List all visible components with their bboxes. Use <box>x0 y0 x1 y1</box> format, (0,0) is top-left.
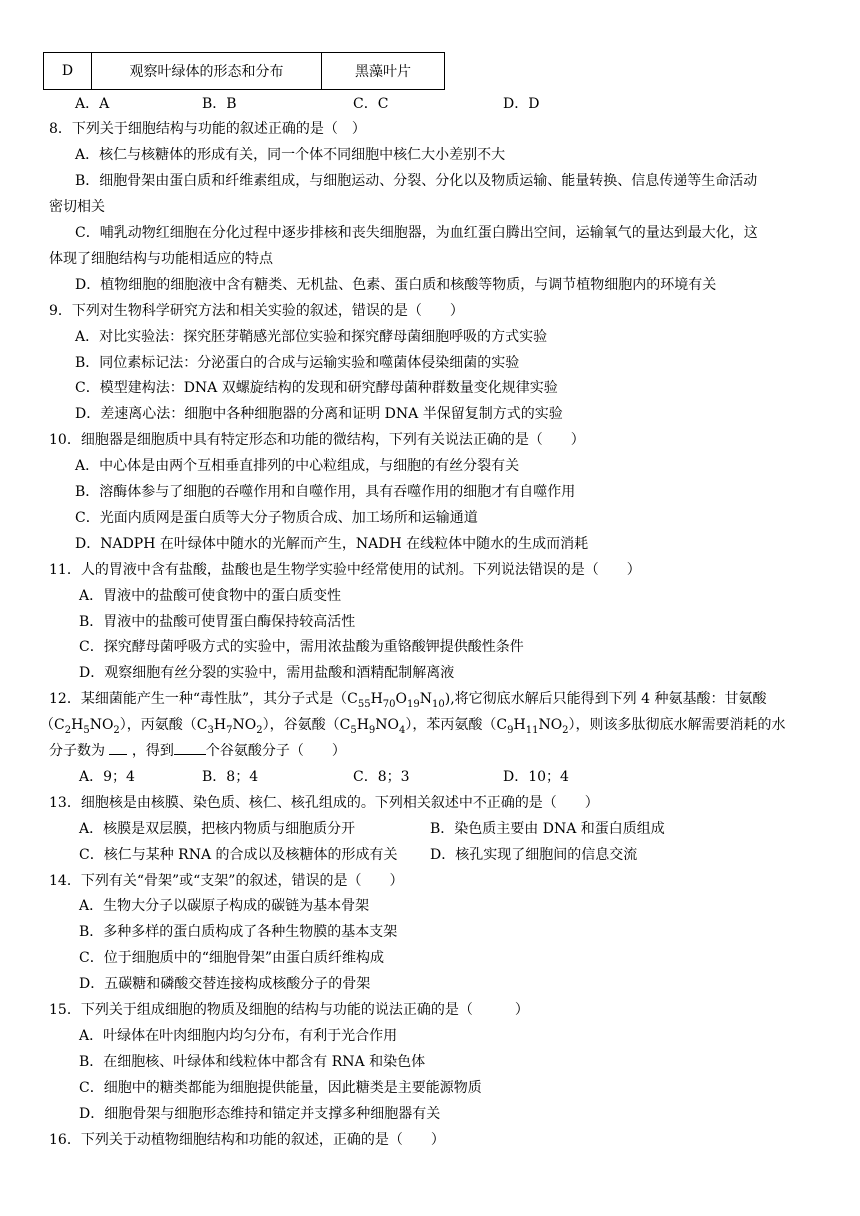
q11-stem: 11．人的胃液中含有盐酸，盐酸也是生物学实验中经常使用的试剂。下列说法错误的是（ ） <box>49 562 641 578</box>
formula-sub: 4 <box>399 724 406 736</box>
q12-text: ），则该多肽彻底水解需要消耗的水 <box>568 717 786 733</box>
formula-element: N <box>419 691 432 707</box>
q9-option-a: A．对比实验法：探究胚芽鞘感光部位实验和探究酵母菌细胞呼吸的方式实验 <box>75 329 548 345</box>
q14-option-d: D．五碳糖和磷酸交替连接构成核酸分子的骨架 <box>79 976 371 992</box>
q12-text: ，得到 <box>131 743 174 759</box>
q12-text: 分子数为 <box>49 743 105 759</box>
q15-option-a: A．叶绿体在叶肉细胞内均匀分布，有利于光合作用 <box>79 1028 398 1044</box>
q15-option-d: D．细胞骨架与细胞形态维持和锚定并支撑多种细胞器有关 <box>79 1106 441 1122</box>
q12-text: ），苯丙氨酸（C <box>405 717 508 733</box>
q12-text: ），谷氨酸（C <box>262 717 351 733</box>
formula-element: H <box>356 717 369 733</box>
q14-option-a: A．生物大分子以碳原子构成的碳链为基本骨架 <box>79 898 370 914</box>
formula-sub: 2 <box>256 724 263 736</box>
q8-option-d: D．植物细胞的细胞液中含有糖类、无机盐、色素、蛋白质和核酸等物质，与调节植物细胞内的环境有关 <box>75 277 717 293</box>
table-cell-material: 黑藻叶片 <box>322 53 445 90</box>
answer-table <box>43 52 445 90</box>
formula-sub: 70 <box>382 698 396 710</box>
formula-sub: 2 <box>113 724 120 736</box>
formula-element: NO <box>538 717 563 733</box>
q12-text: 个谷氨酸分子（ ） <box>205 743 346 759</box>
formula-element: H <box>513 717 526 733</box>
q14-option-b: B．多种多样的蛋白质构成了各种生物膜的基本支架 <box>79 924 398 940</box>
q7-option-a: A．A <box>75 96 110 112</box>
q7-option-d: D．D <box>503 96 540 112</box>
q16-stem: 16．下列关于动植物细胞结构和功能的叙述，正确的是（ ） <box>49 1132 445 1148</box>
q12-option-a: A．9；4 <box>79 769 135 785</box>
formula-sub: 19 <box>407 698 420 710</box>
formula-element: O <box>395 691 408 707</box>
q8-stem: 8．下列关于细胞结构与功能的叙述正确的是（ ） <box>49 121 366 137</box>
q9-stem: 9．下列对生物科学研究方法和相关实验的叙述，错误的是（ ） <box>49 303 464 319</box>
q12-option-b: B．8；4 <box>202 769 259 785</box>
q13-option-c: C．核仁与某种 RNA 的合成以及核糖体的形成有关 <box>79 847 398 863</box>
q12-text: （C <box>40 717 65 733</box>
q11-option-a: A．胃液中的盐酸可使食物中的蛋白质变性 <box>79 588 342 604</box>
q8-option-a: A．核仁与核糖体的形成有关，同一个体不同细胞中核仁大小差别不大 <box>75 147 506 163</box>
formula-sub: 5 <box>350 724 357 736</box>
q13-option-b: B．染色质主要由 DNA 和蛋白质组成 <box>430 821 665 837</box>
formula-sub: 5 <box>83 724 90 736</box>
q8-option-c-line2: 体现了细胞结构与功能相适应的特点 <box>49 251 273 267</box>
formula-sub: 7 <box>226 724 233 736</box>
formula-sub: 2 <box>562 724 569 736</box>
answer-blank <box>174 754 206 755</box>
formula-sub: 2 <box>64 724 72 736</box>
q14-option-c: C．位于细胞质中的“细胞骨架”由蛋白质纤维构成 <box>79 950 385 966</box>
q15-option-b: B．在细胞核、叶绿体和线粒体中都含有 RNA 和染色体 <box>79 1054 426 1070</box>
q13-option-a: A．核膜是双层膜，把核内物质与细胞质分开 <box>79 821 356 837</box>
q10-option-d: D．NADPH 在叶绿体中随水的光解而产生，NADH 在线粒体中随水的生成而消耗 <box>75 536 589 552</box>
table-row <box>44 53 445 90</box>
q7-option-c: C．C <box>353 96 389 112</box>
q10-option-c: C．光面内质网是蛋白质等大分子物质合成、加工场所和运输通道 <box>75 510 478 526</box>
table-cell-letter: D <box>44 53 92 90</box>
formula-element: H <box>370 691 383 707</box>
table-cell-content: 观察叶绿体的形态和分布 <box>92 53 322 90</box>
q8-option-c-line1: C．哺乳动物红细胞在分化过程中逐步排核和丧失细胞器，为血红蛋白腾出空间，运输氧气的量达到最大化，这 <box>75 225 758 241</box>
formula-sub: 3 <box>207 724 214 736</box>
q7-option-b: B．B <box>202 96 237 112</box>
formula-element: NO <box>375 717 400 733</box>
q8-option-b-line1: B．细胞骨架由蛋白质和纤维素组成，与细胞运动、分裂、分化以及物质运输、能量转换、信息传递等生命活动 <box>75 173 758 189</box>
q11-option-b: B．胃液中的盐酸可使胃蛋白酶保持较高活性 <box>79 614 356 630</box>
q12-option-c: C．8；3 <box>353 769 410 785</box>
formula-element: NO <box>89 717 114 733</box>
q10-option-b: B．溶酶体参与了细胞的吞噬作用和自噬作用，具有吞噬作用的细胞才有自噬作用 <box>75 484 576 500</box>
formula-sub: 11 <box>525 724 539 736</box>
q14-stem: 14．下列有关“骨架”或“支架”的叙述，错误的是（ ） <box>49 873 404 889</box>
answer-blank <box>109 754 127 755</box>
q13-option-d: D．核孔实现了细胞间的信息交流 <box>430 847 638 863</box>
q13-stem: 13．细胞核是由核膜、染色质、核仁、核孔组成的。下列相关叙述中不正确的是（ ） <box>49 795 599 811</box>
q9-option-b: B．同位素标记法：分泌蛋白的合成与运输实验和噬菌体侵染细菌的实验 <box>75 355 520 371</box>
q10-stem: 10．细胞器是细胞质中具有特定形态和功能的微结构，下列有关说法正确的是（ ） <box>49 432 585 448</box>
q12-text: 12．某细菌能产生一种“毒性肽”，其分子式是（C <box>49 691 358 707</box>
formula-element: H <box>71 717 84 733</box>
q11-option-d: D．观察细胞有丝分裂的实验中，需用盐酸和酒精配制解离液 <box>79 665 455 681</box>
q12-stem-line3 <box>49 741 346 761</box>
formula-element: H <box>213 717 227 733</box>
q8-option-b-line2: 密切相关 <box>49 199 105 215</box>
formula-sub: 55 <box>357 698 371 710</box>
q12-text: ），丙氨酸（C <box>119 717 208 733</box>
q12-stem-line2 <box>40 715 786 735</box>
q12-stem-line1 <box>49 689 766 709</box>
q9-option-c: C．模型建构法：DNA 双螺旋结构的发现和研究酵母菌种群数量变化规律实验 <box>75 380 558 396</box>
formula-element: NO <box>232 717 257 733</box>
formula-sub: 9 <box>368 724 376 736</box>
q11-option-c: C．探究酵母菌呼吸方式的实验中，需用浓盐酸为重铬酸钾提供酸性条件 <box>79 639 524 655</box>
formula-sub: 10 <box>432 698 445 710</box>
q9-option-d: D．差速离心法：细胞中各种细胞器的分离和证明 DNA 半保留复制方式的实验 <box>75 406 563 422</box>
q12-text: ),将它彻底水解后只能得到下列 4 种氨基酸：甘氨酸 <box>444 691 767 707</box>
formula-sub: 9 <box>507 724 514 736</box>
q12-option-d: D．10；4 <box>503 769 569 785</box>
q15-option-c: C．细胞中的糖类都能为细胞提供能量，因此糖类是主要能源物质 <box>79 1080 482 1096</box>
q10-option-a: A．中心体是由两个互相垂直排列的中心粒组成，与细胞的有丝分裂有关 <box>75 458 520 474</box>
q15-stem: 15．下列关于组成细胞的物质及细胞的结构与功能的说法正确的是（ ） <box>49 1002 529 1018</box>
